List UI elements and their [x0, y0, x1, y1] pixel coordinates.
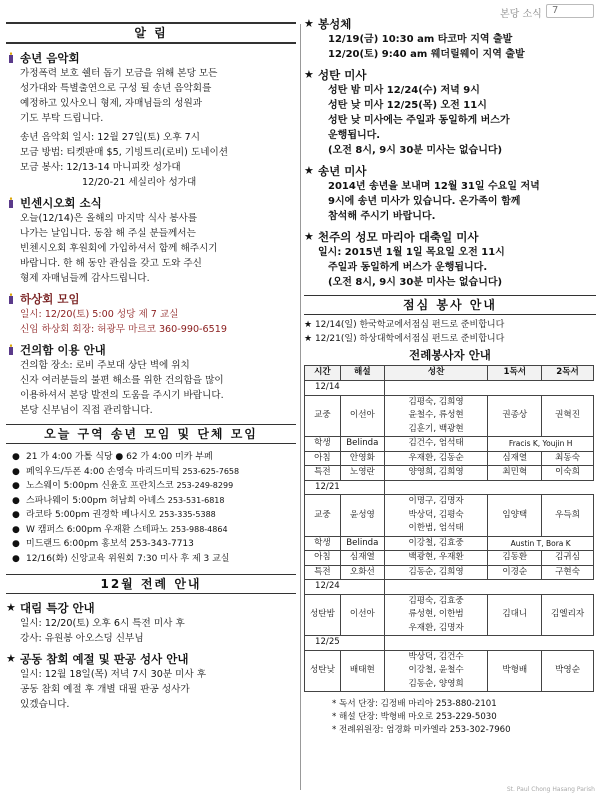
advent-body-2: 강사: 유원봉 아오스딩 신부님	[20, 633, 144, 644]
notice-title: 알 림	[6, 22, 296, 44]
concert-body-3: 예정하고 있사오니 형제, 자매님들의 성원과	[20, 98, 203, 109]
table-header-row: 시간 해설 성찬 1독서 2독서	[305, 366, 594, 381]
yearend-section	[304, 163, 596, 224]
contact-line: * 전례위원장: 엄경화 미카엘라 253-302-7960	[332, 725, 511, 735]
lunch-list	[304, 318, 596, 346]
hasang-title: 하상회 모임	[20, 292, 80, 306]
star-icon: ★	[304, 334, 315, 344]
table-row: 교중 이선아 김평숙, 김희영 윤철수, 류성현 김훈기, 백광현 권종상 권혁진	[305, 395, 594, 437]
list-item: ● 21 가 4:00 가톨 식당 ● 62 가 4:00 미카 부페	[12, 452, 213, 462]
list-item: ● 라코타 5:00pm 권경학 베나시오 253-335-5388	[12, 510, 216, 520]
concert-body-2: 성가대와 특별출연으로 구성 될 송년 음악회를	[20, 83, 212, 94]
table-row: 특전 오화선 김동순, 김희영 이경순 구현숙	[305, 565, 594, 580]
column-divider	[300, 24, 301, 790]
meetings-title: 오늘 구역 송년 모임 및 단체 모임	[6, 424, 296, 444]
building-body-2: 신자 여러분들의 불편 해소를 위한 건의함을 많이	[20, 375, 224, 386]
list-item: ● W 캠퍼스 6:00pm 우재환 스테파노 253-988-4864	[12, 524, 228, 535]
mary-section	[304, 229, 596, 290]
table-row: 특전 노영란 양영희, 김희영 최민혁 이숙희	[305, 466, 594, 481]
vincent-body-5: 형제 자매님들께 감사드립니다.	[20, 273, 150, 284]
contacts	[304, 698, 596, 737]
star-icon: ★	[304, 17, 314, 30]
meetings-list	[6, 450, 296, 566]
vincent-body-4: 바랍니다. 한 해 동안 관심을 갖고 도와 주신	[20, 258, 202, 269]
mary-title: 천주의 성모 마리아 대축일 미사	[318, 230, 479, 244]
building-body-1: 건의함 장소: 로비 주보대 상단 벽에 위치	[20, 360, 190, 371]
table-row: 학생 Belinda 김건수, 엄석태 Fracis K, Youjin H	[305, 437, 594, 452]
candle-icon	[6, 197, 16, 208]
concert-title: 송년 음악회	[20, 51, 80, 65]
vincent-body-3: 빈첸시오회 후원회에 가입하셔서 함께 해주시기	[20, 243, 218, 254]
header-label: 본당 소식	[500, 9, 542, 20]
december-title: 12월 전례 안내	[6, 574, 296, 594]
table-row: 학생 Belinda 이강철, 김효중 Austin T, Bora K	[305, 536, 594, 551]
penance-section	[6, 651, 296, 712]
page-number: 7	[546, 4, 594, 18]
christmas-title: 성탄 미사	[318, 68, 367, 82]
mary-body: 일시: 2015년 1월 1일 목요일 오전 11시 주일과 동일하게 버스가 운행됩니다. (오전 8시, 9시 30분 미사는 없습니다)	[318, 247, 505, 288]
list-item: ● 미드랜드 6:00pm 홍보석 253-343-7713	[12, 539, 194, 549]
visit-title: 봉성체	[318, 17, 352, 31]
visit-section	[304, 16, 596, 62]
building-body-3: 이용하셔서 본당 발전의 도움을 주시기 바랍니다.	[20, 390, 224, 401]
table-row: 교중 윤성영 이명구, 김명자 박상덕, 김평숙 이한범, 엄석태 임양택 우득희	[305, 495, 594, 537]
volunteers-title: 전례봉사자 안내	[409, 348, 491, 362]
table-row: 아침 안영화 우재환, 김동순 심재열 최동숙	[305, 451, 594, 466]
hasang-section	[6, 291, 296, 337]
table-row: 12/24	[305, 580, 594, 595]
right-column	[304, 16, 596, 737]
yearend-title: 송년 미사	[318, 164, 367, 178]
table-row: 12/21	[305, 480, 594, 495]
penance-body-3: 있겠습니다.	[20, 699, 70, 710]
concert-detail-1: 송년 음악회 일시: 12월 27일(토) 오후 7시	[20, 132, 201, 143]
concert-body-4: 기도 부탁 드립니다.	[20, 113, 104, 124]
list-item: ● 12/16(화) 신앙교육 위원회 7:30 미사 후 제 3 교실	[12, 553, 230, 564]
list-item: ● 스파나웨이 5:00pm 허남희 아녜스 253-531-6818	[12, 495, 225, 506]
vincent-body-1: 오늘(12/14)은 올해의 마지막 식사 봉사를	[20, 213, 198, 224]
star-icon: ★	[6, 652, 16, 665]
list-item: ★ 12/14(일) 한국학교에서점심 펀드로 준비합니다	[304, 320, 505, 330]
vincent-section	[6, 195, 296, 286]
penance-body-1: 일시: 12월 18일(목) 저녁 7시 30분 미사 후	[20, 669, 207, 680]
building-title: 건의함 이용 안내	[20, 343, 106, 357]
hasang-body-2: 신임 하상회 회장: 허광무 마르코 360-990-6519	[20, 324, 227, 335]
candle-icon	[6, 344, 16, 355]
penance-body-2: 공동 참회 예절 후 개별 대필 판공 성사가	[20, 684, 190, 695]
candle-icon	[6, 293, 16, 304]
advent-title: 대림 특강 안내	[20, 601, 95, 615]
advent-section	[6, 600, 296, 646]
concert-detail-3: 모금 봉사: 12/13-14 마니피캇 성가대	[20, 162, 181, 173]
concert-body-1: 가정폭력 보호 쉘터 돕기 모금을 위해 본당 모든	[20, 68, 218, 79]
star-icon: ★	[304, 230, 314, 243]
table-row: 아침 심재열 백광현, 우재환 김동환 김귀심	[305, 551, 594, 566]
concert-section	[6, 50, 296, 190]
lunch-title: 점심 봉사 안내	[304, 295, 596, 315]
penance-title: 공동 참회 예절 및 판공 성사 안내	[20, 652, 189, 666]
star-icon: ★	[304, 164, 314, 177]
star-icon: ★	[304, 320, 315, 330]
contact-line: * 독서 단장: 김정배 마리아 253-880-2101	[332, 699, 497, 709]
candle-icon	[6, 52, 16, 63]
vincent-body-2: 나가는 날입니다. 동참 해 주실 분들께서는	[20, 228, 196, 239]
building-body-4: 본당 신부님이 직접 관리합니다.	[20, 405, 153, 416]
christmas-body: 성탄 밤 미사 12/24(수) 저녁 9시 성탄 낮 미사 12/25(목) 오전 11시 성탄 낮 미사에는 주일과 동일하게 버스가 운행됩니다. (오전 8시, 9시 30분 미사는 없습니다)	[328, 85, 510, 156]
left-column	[6, 22, 296, 717]
hasang-body-1: 일시: 12/20(토) 5:00 성당 제 7 교실	[20, 309, 179, 320]
star-icon: ★	[304, 68, 314, 81]
contact-line: * 해설 단장: 박형배 마오로 253-229-5030	[332, 712, 497, 722]
concert-detail-4: 12/20-21 세실리아 성가대	[82, 177, 197, 188]
list-item: ★ 12/21(일) 하상대학에서점심 펀드로 준비합니다	[304, 334, 505, 344]
visit-body: 12/19(금) 10:30 am 타코마 지역 출발 12/20(토) 9:40 am 웨더릴웨이 지역 출발	[328, 34, 525, 60]
star-icon: ★	[6, 601, 16, 614]
table-row: 12/25	[305, 636, 594, 651]
concert-detail-2: 모금 방법: 티켓판매 $5, 기빙트리(로비) 도네이션	[20, 147, 229, 158]
list-item: ● 페익우드/두폰 4:00 손영숙 마리드미틱 253-625-7658	[12, 466, 240, 477]
volunteer-table	[304, 365, 594, 692]
yearend-body: 2014년 송년을 보내며 12월 31일 수요일 저녁 9시에 송년 미사가 있습니다. 온가족이 함께 참석해 주시기 바랍니다.	[328, 181, 540, 222]
table-row: 성탄밤 이선아 김평숙, 김효중 류성현, 이한범 우재환, 김명자 김대니 김엘리자	[305, 594, 594, 636]
advent-body-1: 일시: 12/20(토) 오후 6시 특전 미사 후	[20, 618, 185, 629]
list-item: ● 노스웨이 5:00pm 신윤호 프란치스코 253-249-8299	[12, 481, 234, 491]
table-row: 12/14	[305, 381, 594, 396]
christmas-section	[304, 67, 596, 158]
vincent-title: 빈센시오회 소식	[20, 196, 102, 210]
credit: St. Paul Chong Hasang Parish	[506, 786, 595, 793]
table-row: 성탄낮 배태현 박상덕, 김건수 이강철, 윤철수 김동순, 양영희 박형배 박영순	[305, 650, 594, 692]
building-section	[6, 342, 296, 418]
